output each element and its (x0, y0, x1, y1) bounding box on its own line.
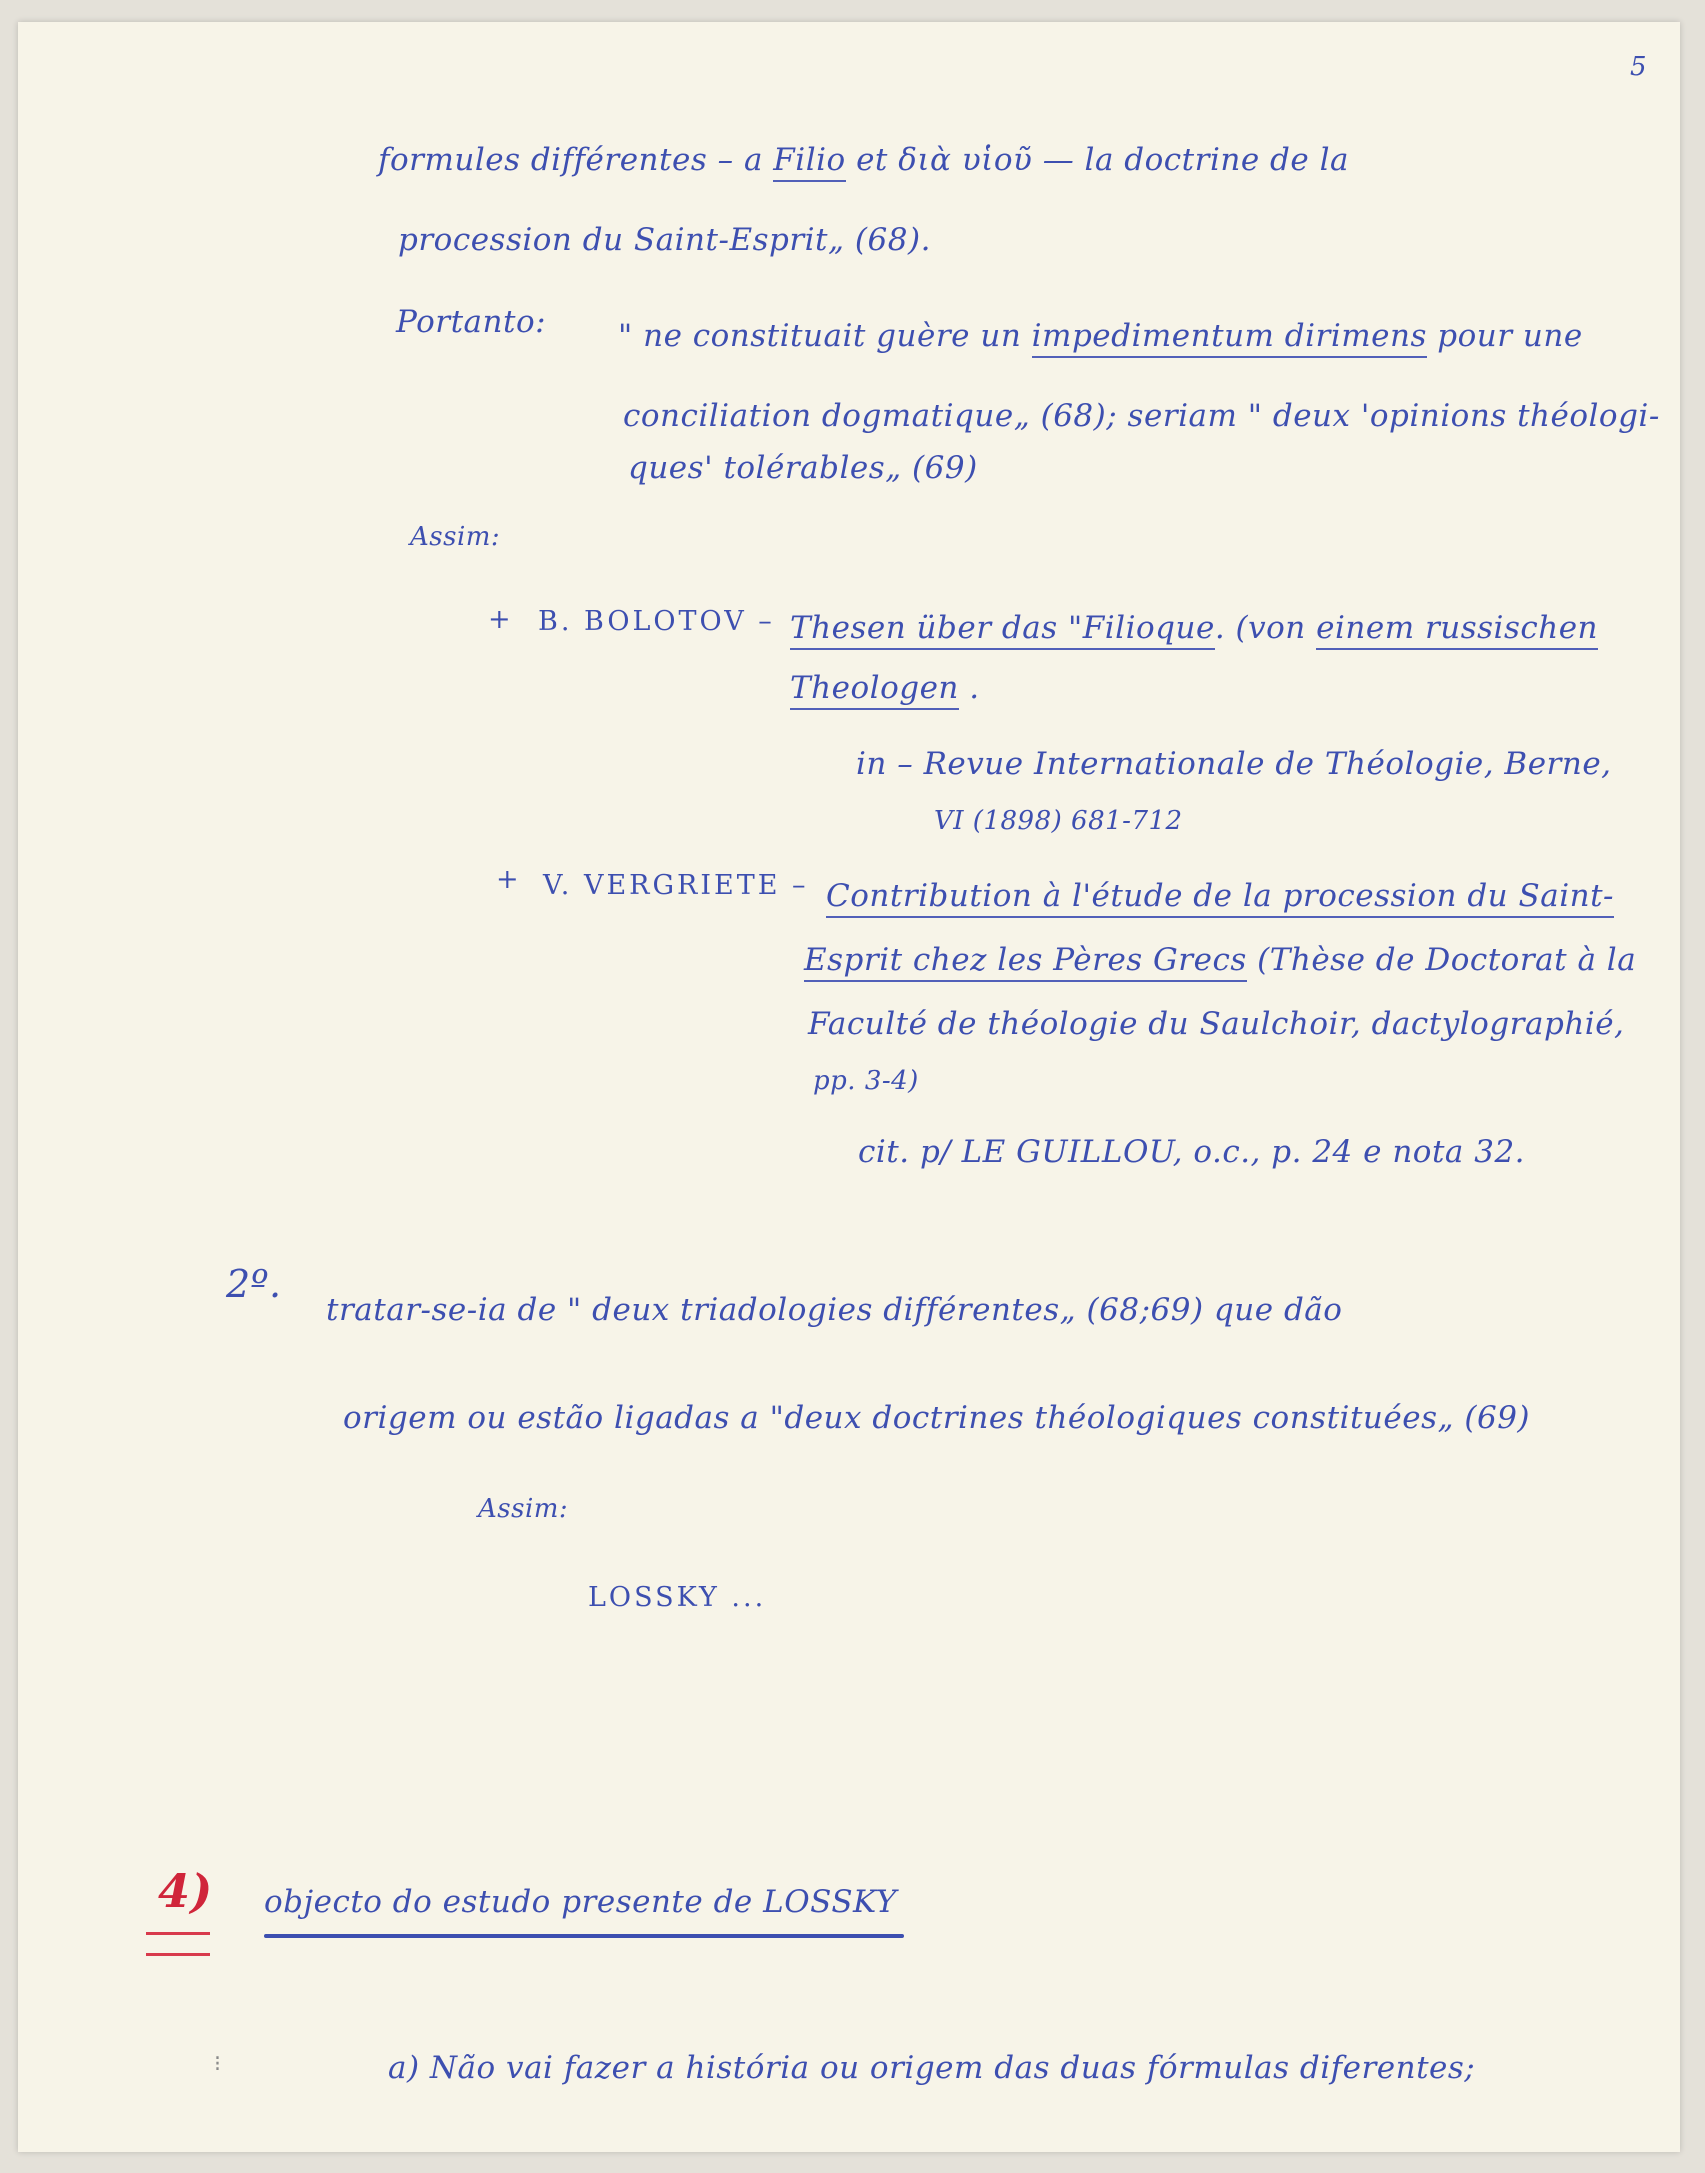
label-assim-1: Assim: (410, 522, 501, 552)
title-underlined: Thesen über das "Filioque (790, 610, 1215, 650)
title-underlined: Contribution à l'étude de la procession du Saint- (826, 878, 1614, 918)
section-4-title-underline (264, 1934, 904, 1938)
author-bolotov: B. BOLOTOV – (538, 606, 775, 637)
text-fragment: et διὰ υἱοῦ — la doctrine de la (845, 142, 1349, 178)
text-fragment: formules différentes (378, 142, 708, 178)
label-assim-2: Assim: (478, 1494, 569, 1524)
text-fragment: pour une (1426, 318, 1583, 354)
title-underlined: einem russischen (1316, 610, 1598, 650)
section-4-number: 4) (158, 1864, 213, 1918)
text-fragment: . (958, 670, 980, 706)
section-4-title: objecto do estudo presente de LOSSKY (264, 1884, 897, 1920)
text-fragment: . (von (1214, 610, 1317, 646)
title-underlined: Esprit chez les Pères Grecs (804, 942, 1247, 982)
title-underlined: Theologen (790, 670, 959, 710)
bibliography-pages-vergriete: pp. 3-4) (813, 1066, 919, 1096)
section-2-line-1: tratar-se-ia de " deux triadologies différentes„ (68;69) que dão (326, 1292, 1343, 1328)
lossky-text: LOSSKY ... (588, 1582, 767, 1613)
text-line-4: conciliation dogmatique„ (68); seriam " deux 'opinions théologi- (623, 398, 1660, 434)
text-fragment: (Thèse de Doctorat à la (1246, 942, 1637, 978)
section-2-line-2: origem ou estão ligadas a "deux doctrines théologiques constituées„ (69) (343, 1400, 1531, 1436)
bibliography-title-bolotov (790, 610, 1598, 647)
bibliography-source-bolotov: in – Revue Internationale de Théologie, Berne, (856, 746, 1612, 782)
section-2-number: 2º. (226, 1262, 282, 1306)
bibliography-detail-vergriete: Faculté de théologie du Saulchoir, dactylographié, (808, 1006, 1625, 1042)
page-number: 5 (1630, 52, 1648, 82)
citation-le-guillou: cit. p/ LE GUILLOU, o.c., p. 24 e nota 32. (858, 1134, 1526, 1170)
bullet-plus: + (496, 864, 522, 895)
label-portanto: Portanto: (396, 304, 547, 340)
text-fragment: " ne constituait guère un (618, 318, 1032, 354)
underlined-term-filio: Filio (773, 142, 845, 182)
bibliography-title-bolotov-cont (790, 670, 980, 707)
bullet-plus: + (488, 604, 514, 635)
bibliography-volume-bolotov: VI (1898) 681-712 (934, 806, 1183, 836)
text-fragment: – a (717, 142, 774, 178)
text-line-1 (378, 142, 1349, 179)
bibliography-title-vergriete-cont (804, 942, 1636, 979)
text-line-3 (618, 318, 1583, 355)
author-vergriete: V. VERGRIETE – (543, 870, 809, 901)
text-line-5: ques' tolérables„ (69) (628, 450, 978, 486)
bibliography-title-vergriete (826, 878, 1614, 915)
manuscript-page (18, 22, 1680, 2152)
text-line-2: procession du Saint-Esprit„ (68). (398, 222, 931, 258)
margin-mark: ⁝ (214, 2052, 221, 2077)
item-a-line: a) Não vai fazer a história ou origem das duas fórmulas diferentes; (388, 2050, 1476, 2086)
underlined-term-impedimentum: impedimentum dirimens (1032, 318, 1427, 358)
red-double-underline (146, 1932, 210, 1956)
